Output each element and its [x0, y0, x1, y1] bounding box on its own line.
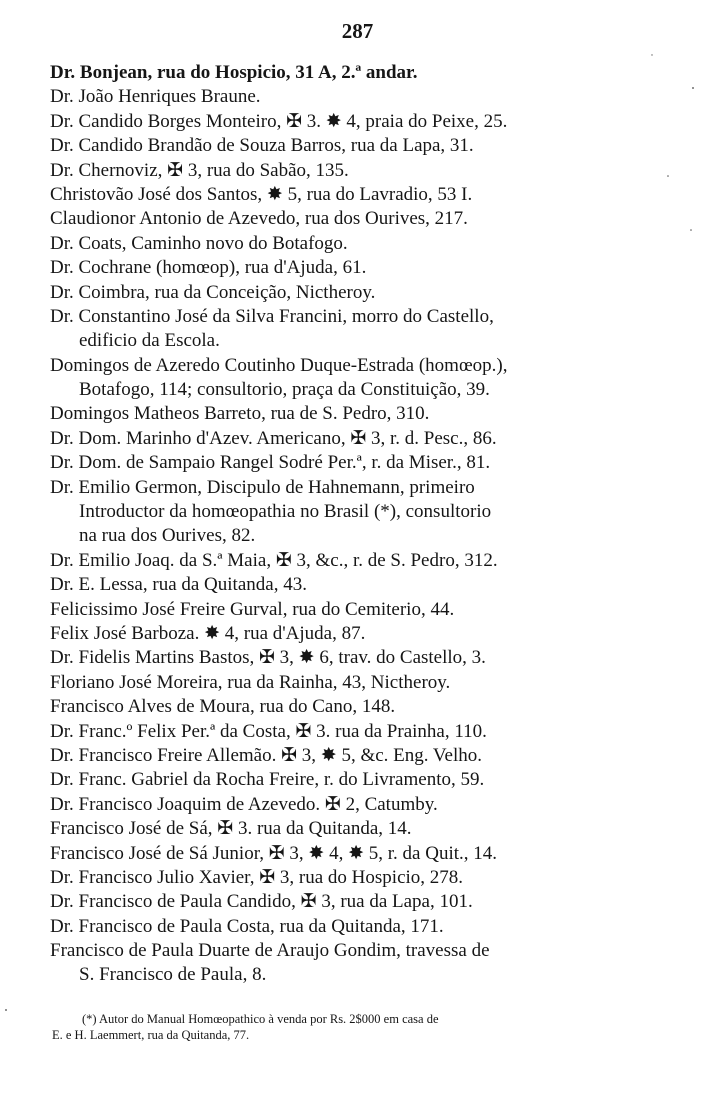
entry-line: Dr. Fidelis Martins Bastos, ✠ 3, ✸ 6, trav. do Castello, 3.: [50, 647, 486, 669]
entry-line: Felix José Barboza. ✸ 4, rua d'Ajuda, 87.: [50, 622, 366, 644]
entry-line: Dr. Dom. de Sampaio Rangel Sodré Per.ª, r. da Miser., 81.: [50, 452, 491, 474]
entry-line-continuation: edificio da Escola.: [79, 330, 220, 352]
entry-line: Felicissimo José Freire Gurval, rua do Cemiterio, 44.: [50, 598, 455, 620]
footnote: [52, 1012, 652, 1043]
entry-line: Domingos Matheos Barreto, rua de S. Pedro, 310.: [50, 403, 430, 425]
entry-line: Dr. Emilio Germon, Discipulo de Hahnemann, primeiro: [50, 476, 475, 498]
page-number: 287: [341, 19, 374, 43]
entry-line: Dr. João Henriques Braune.: [50, 86, 261, 108]
entry-line: Dr. Candido Brandão de Souza Barros, rua da Lapa, 31.: [50, 135, 474, 157]
entry-line: Floriano José Moreira, rua da Rainha, 43, Nictheroy.: [50, 671, 451, 693]
entry-line: Christovão José dos Santos, ✸ 5, rua do Lavradio, 53 I.: [50, 183, 473, 205]
entry-line: Dr. Francisco Julio Xavier, ✠ 3, rua do Hospicio, 278.: [50, 866, 464, 888]
entry-line: Dr. E. Lessa, rua da Quitanda, 43.: [50, 574, 307, 596]
ink-speck: [5, 1009, 7, 1011]
entry-line-continuation: Botafogo, 114; consultorio, praça da Constituição, 39.: [79, 379, 490, 401]
entry-line: Francisco Alves de Moura, rua do Cano, 148.: [50, 696, 396, 718]
entry-line: Francisco de Paula Duarte de Araujo Gondim, travessa de: [50, 940, 490, 962]
ink-speck: [692, 87, 694, 89]
entry-line-continuation: Introductor da homœopathia no Brasil (*), consultorio: [79, 501, 492, 523]
entry-line: Dr. Francisco Freire Allemão. ✠ 3, ✸ 5, &c. Eng. Velho.: [50, 744, 482, 766]
entry-line: Dr. Cochrane (homœop), rua d'Ajuda, 61.: [50, 257, 367, 279]
entry-line: Dr. Francisco Joaquim de Azevedo. ✠ 2, Catumby.: [50, 793, 438, 815]
entry-line: Claudionor Antonio de Azevedo, rua dos Ourives, 217.: [50, 208, 468, 230]
entry-line: Dr. Coimbra, rua da Conceição, Nictheroy.: [50, 281, 376, 303]
footnote-line: (*) Autor do Manual Homœopathico à venda por Rs. 2$000 em casa de: [82, 1012, 439, 1026]
entry-line-continuation: S. Francisco de Paula, 8.: [79, 964, 267, 986]
entry-line: Dr. Chernoviz, ✠ 3, rua do Sabão, 135.: [50, 159, 349, 181]
ink-speck: [667, 175, 669, 177]
entry-line: Dr. Francisco de Paula Candido, ✠ 3, rua da Lapa, 101.: [50, 891, 473, 913]
entry-line: Dr. Franc.º Felix Per.ª da Costa, ✠ 3. rua da Prainha, 110.: [50, 720, 487, 742]
entry-line: Francisco José de Sá, ✠ 3. rua da Quitanda, 14.: [50, 818, 412, 840]
entry-line: Dr. Emilio Joaq. da S.ª Maia, ✠ 3, &c., r. de S. Pedro, 312.: [50, 549, 498, 571]
entry-line-continuation: na rua dos Ourives, 82.: [79, 525, 256, 547]
entry-line: Francisco José de Sá Junior, ✠ 3, ✸ 4, ✸ 5, r. da Quit., 14.: [50, 842, 498, 864]
entry-line: Dr. Candido Borges Monteiro, ✠ 3. ✸ 4, praia do Peixe, 25.: [50, 110, 508, 132]
footnote-line: E. e H. Laemmert, rua da Quitanda, 77.: [52, 1027, 250, 1042]
ink-speck: [690, 229, 692, 231]
ink-speck: [651, 54, 652, 55]
entry-line: Domingos de Azeredo Coutinho Duque-Estrada (homœop.),: [50, 354, 508, 376]
entry-line: Dr. Dom. Marinho d'Azev. Americano, ✠ 3, r. d. Pesc., 86.: [50, 427, 497, 449]
entry-line: Dr. Bonjean, rua do Hospicio, 31 A, 2.ª andar.: [50, 62, 418, 83]
entry-line: Dr. Francisco de Paula Costa, rua da Quitanda, 171.: [50, 915, 444, 937]
entry-line: Dr. Franc. Gabriel da Rocha Freire, r. do Livramento, 59.: [50, 769, 485, 791]
directory-entries: [50, 61, 650, 988]
entry-line: Dr. Constantino José da Silva Francini, morro do Castello,: [50, 305, 494, 327]
entry-line: Dr. Coats, Caminho novo do Botafogo.: [50, 232, 348, 254]
